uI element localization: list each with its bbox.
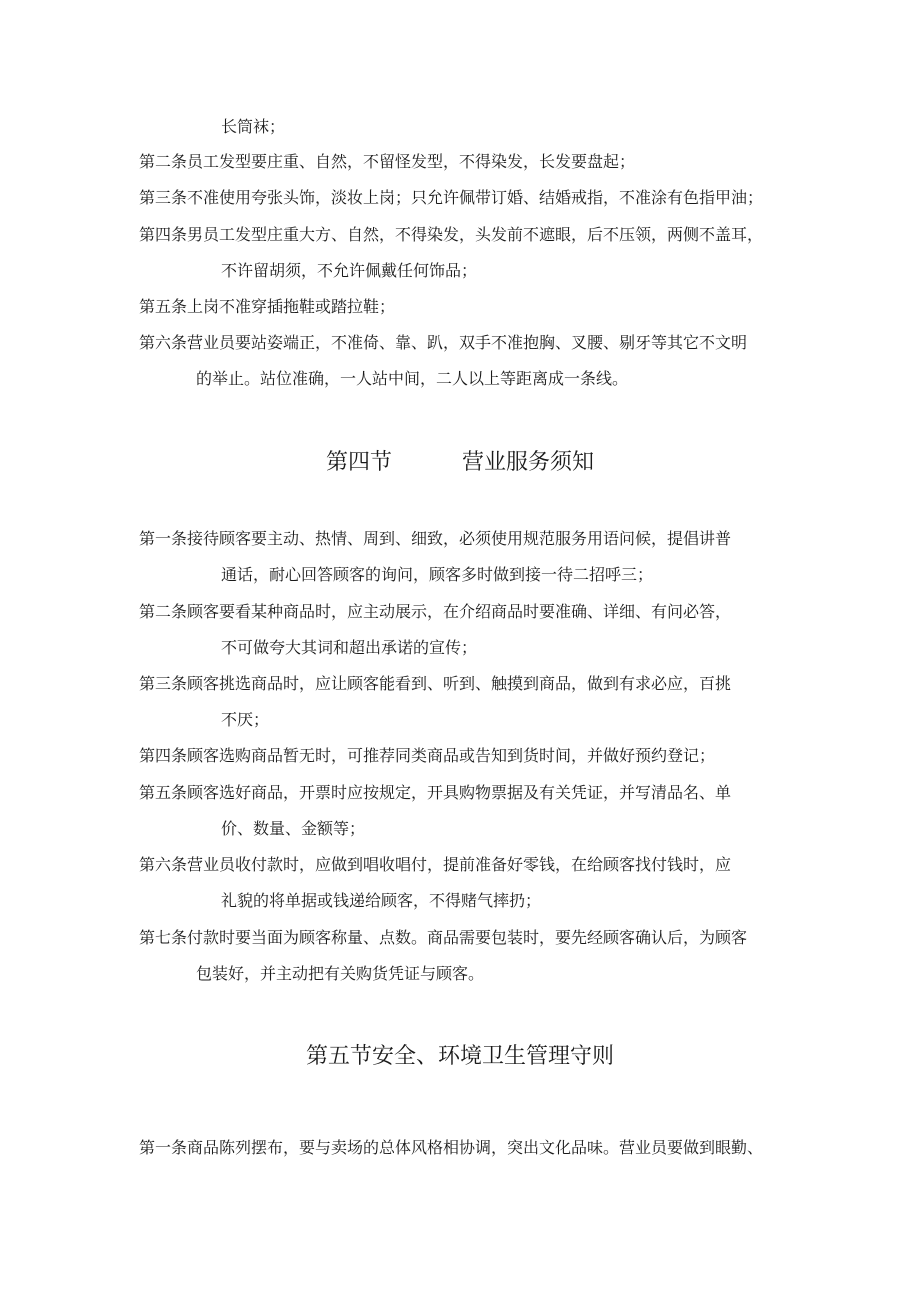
article-6-continuation: 的举止。站位准确，一人站中间，二人以上等距离成一条线。 <box>196 369 629 388</box>
article-3-line: 第三条顾客挑选商品时，应让顾客能看到、听到、触摸到商品，做到有求必应，百挑 <box>139 674 732 693</box>
article-6-line: 第六条营业员要站姿端正，不准倚、靠、趴，双手不准抱胸、叉腰、剔牙等其它不文明 <box>139 333 748 352</box>
article-2-continuation: 不可做夸大其词和超出承诺的宣传； <box>221 638 478 657</box>
article-4-continuation: 不许留胡须，不允许佩戴任何饰品； <box>221 261 478 280</box>
article-2-line: 第二条员工发型要庄重、自然，不留怪发型，不得染发，长发要盘起； <box>139 152 636 171</box>
article-5-line: 第五条上岗不准穿插拖鞋或踏拉鞋； <box>139 297 396 316</box>
article-6-line: 第六条营业员收付款时，应做到唱收唱付，提前准备好零钱，在给顾客找付钱时，应 <box>139 855 732 874</box>
article-5-line: 第五条顾客选好商品，开票时应按规定，开具购物票据及有关凭证，并写清品名、单 <box>139 783 732 802</box>
article-3-continuation: 不厌； <box>221 710 270 729</box>
article-7-line: 第七条付款时要当面为顾客称量、点数。商品需要包装时，要先经顾客确认后，为顾客 <box>139 928 748 947</box>
section-4-heading: 第四节 营业服务须知 <box>326 450 594 475</box>
article-4-line: 第四条男员工发型庄重大方、自然，不得染发，头发前不遮眼，后不压领，两侧不盖耳， <box>139 225 764 244</box>
section-5-heading: 第五节安全、环境卫生管理守则 <box>305 1044 614 1069</box>
article-3-line: 第三条不准使用夸张头饰，淡妆上岗；只允许佩带订婚、结婚戒指，不准涂有色指甲油； <box>139 188 764 207</box>
article-2-line: 第二条顾客要看某种商品时，应主动展示，在介绍商品时要准确、详细、有问必答， <box>139 602 732 621</box>
article-6-continuation: 礼貌的将单据或钱递给顾客，不得赌气摔扔； <box>221 891 542 910</box>
paragraph-line: 长筒袜； <box>221 117 286 136</box>
article-1-line: 第一条接待顾客要主动、热情、周到、细致，必须使用规范服务用语问候，提倡讲普 <box>139 529 732 548</box>
article-5-continuation: 价、数量、金额等； <box>221 819 366 838</box>
article-1-continuation: 通话，耐心回答顾客的询问，顾客多时做到接一待二招呼三； <box>221 565 654 584</box>
article-1-line: 第一条商品陈列摆布，要与卖场的总体风格相协调，突出文化品味。营业员要做到眼勤、 <box>139 1138 764 1157</box>
article-7-continuation: 包装好，并主动把有关购货凭证与顾客。 <box>196 964 485 983</box>
article-4-line: 第四条顾客选购商品暂无时，可推荐同类商品或告知到货时间，并做好预约登记； <box>139 746 716 765</box>
